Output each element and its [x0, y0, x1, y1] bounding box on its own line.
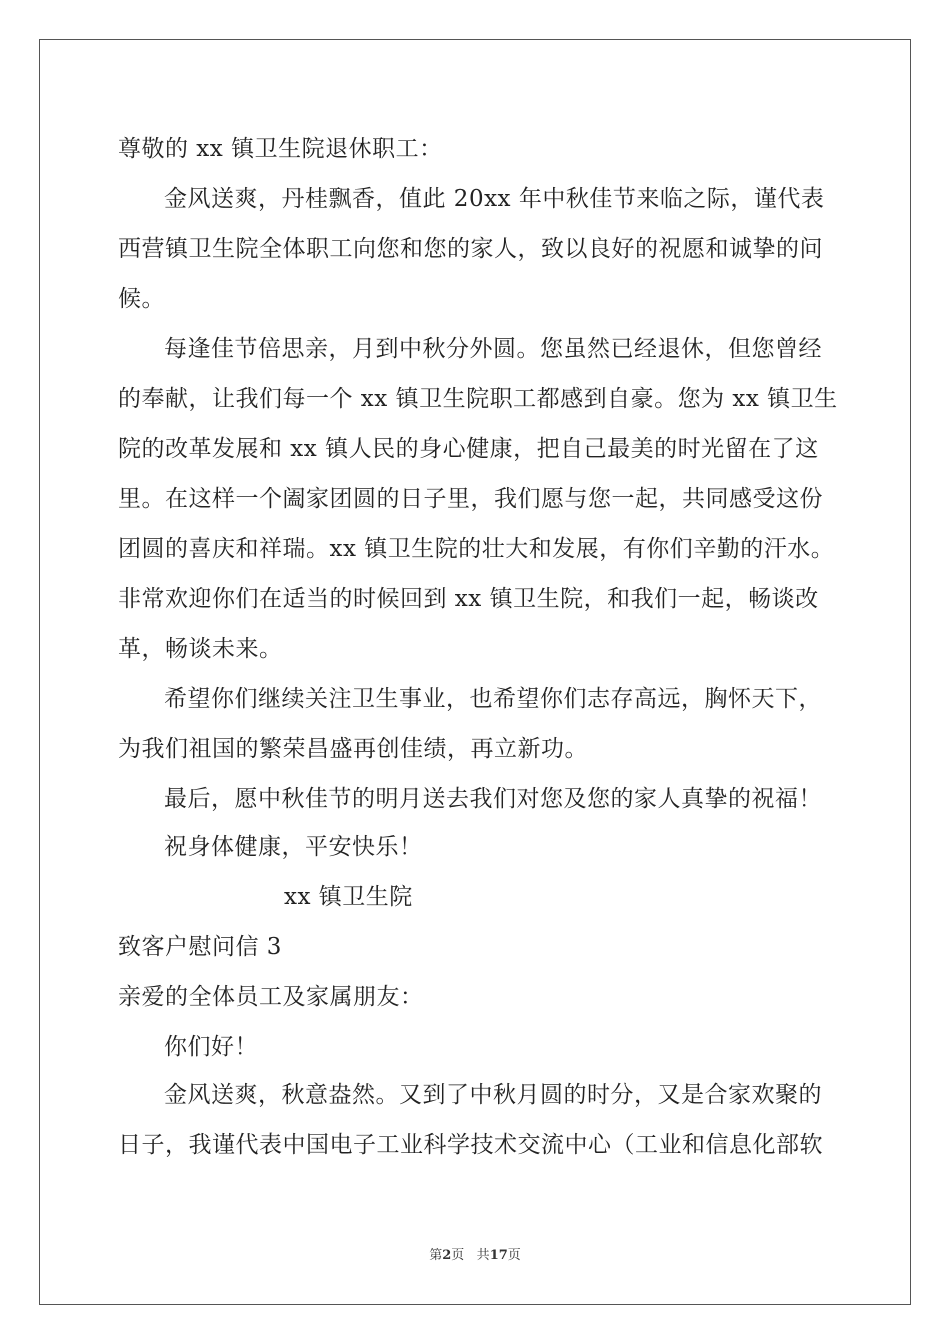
greeting-line: 你们好！: [164, 1034, 258, 1060]
paragraph-line: 每逢佳节倍思亲，月到中秋分外圆。您虽然已经退休，但您曾经: [164, 336, 822, 362]
page-border: [39, 39, 911, 1305]
paragraph-line: 西营镇卫生院全体职工向您和您的家人，致以良好的祝愿和诚挚的问: [118, 236, 823, 262]
paragraph-line: 日子，我谨代表中国电子工业科学技术交流中心（工业和信息化部软: [118, 1132, 823, 1158]
paragraph-line: 的奉献，让我们每一个 xx 镇卫生院职工都感到自豪。您为 xx 镇卫生: [118, 386, 838, 412]
closing-line: 祝身体健康，平安快乐！: [164, 834, 423, 860]
page-number: 2: [442, 1248, 452, 1263]
signature: xx 镇卫生院: [284, 884, 413, 910]
paragraph-line: 非常欢迎你们在适当的时候回到 xx 镇卫生院，和我们一起，畅谈改: [118, 586, 819, 612]
paragraph-line: 里。在这样一个阖家团圆的日子里，我们愿与您一起，共同感受这份: [118, 486, 823, 512]
paragraph-line: 金风送爽，丹桂飘香，值此 20xx 年中秋佳节来临之际，谨代表: [164, 186, 825, 212]
total-pages: 17: [489, 1248, 508, 1263]
salutation-line: 亲爱的全体员工及家属朋友：: [118, 984, 424, 1010]
paragraph-line: 最后，愿中秋佳节的明月送去我们对您及您的家人真挚的祝福！: [164, 786, 822, 812]
letter-heading: 致客户慰问信 3: [118, 934, 282, 960]
page-suffix: 页: [451, 1248, 465, 1263]
paragraph-line: 为我们祖国的繁荣昌盛再创佳绩，再立新功。: [118, 736, 588, 762]
paragraph-line: 院的改革发展和 xx 镇人民的身心健康，把自己最美的时光留在了这: [118, 436, 819, 462]
total-prefix: 共: [476, 1248, 490, 1263]
salutation-line: 尊敬的 xx 镇卫生院退休职工：: [118, 136, 443, 162]
paragraph-line: 革，畅谈未来。: [118, 636, 283, 662]
paragraph-line: 候。: [118, 286, 165, 312]
paragraph-line: 金风送爽，秋意盎然。又到了中秋月圆的时分，又是合家欢聚的: [164, 1082, 822, 1108]
page-prefix: 第: [429, 1248, 443, 1263]
total-suffix: 页: [507, 1248, 521, 1263]
paragraph-line: 希望你们继续关注卫生事业，也希望你们志存高远，胸怀天下，: [164, 686, 822, 712]
page-footer: [0, 1244, 950, 1263]
paragraph-line: 团圆的喜庆和祥瑞。xx 镇卫生院的壮大和发展，有你们辛勤的汗水。: [118, 536, 835, 562]
